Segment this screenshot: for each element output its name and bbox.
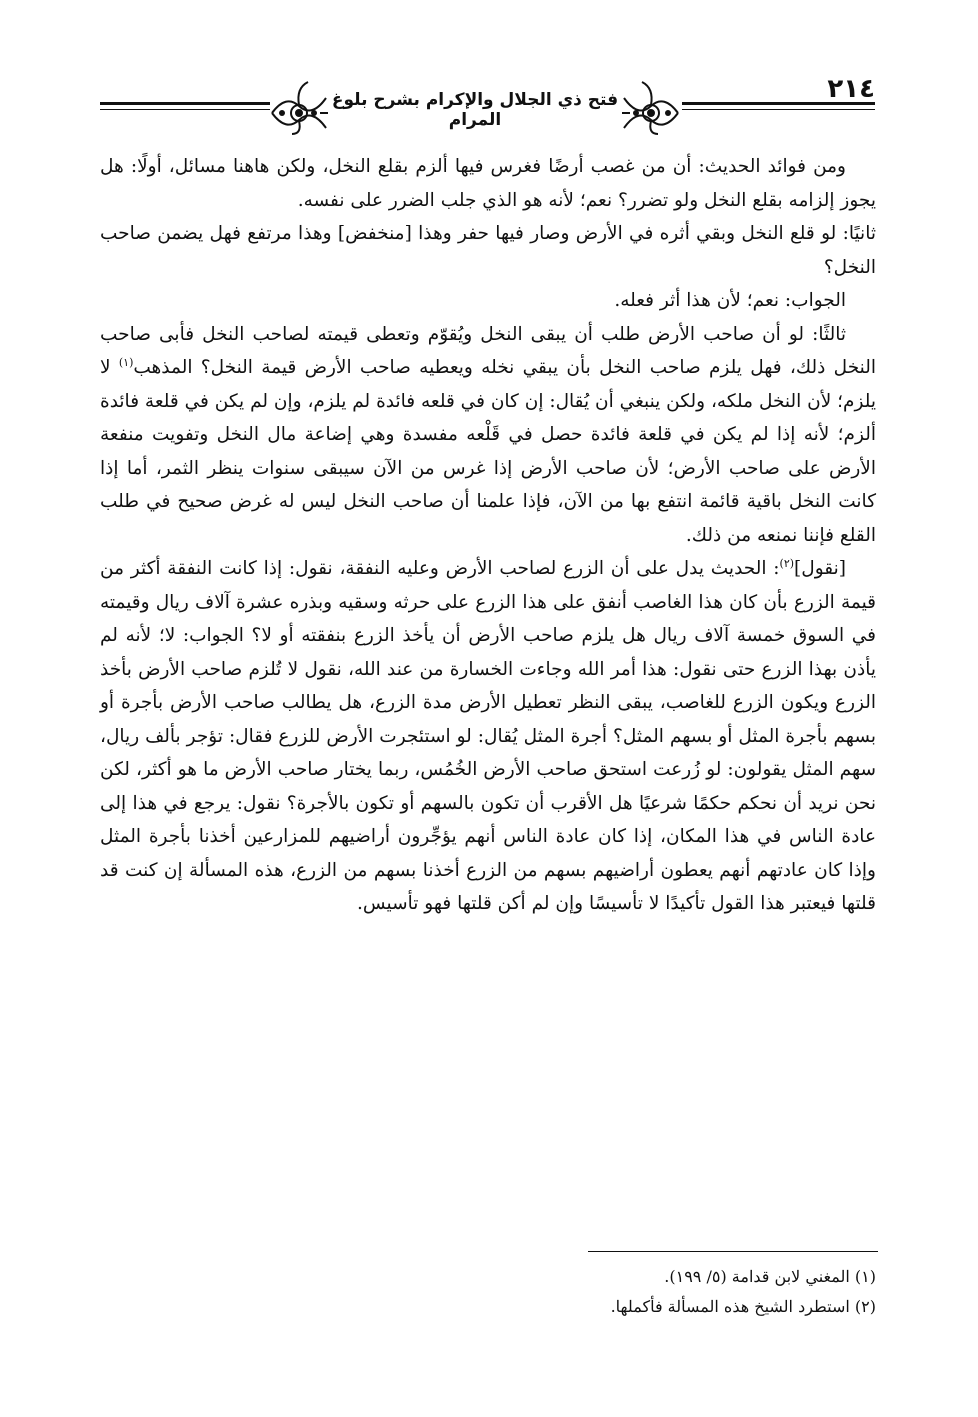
- paragraph-crops-rest: : الحديث يدل على أن الزرع لصاحب الأرض وعليه النفقة، نقول: إذا كانت النفقة أكثر من قيمة الزرع بأن كان هذا الغاصب أنفق على هذا الزرع على حرثه وسقيه وبذره عشرة آلاف ريال وقيمته في السوق خمسة آلاف ريال هل يلزم صاحب الأرض أن يأخذ الزرع بنفقته أو لا؟ الجواب: لا؛ لأنه لم يأذن بهذا الزرع حتى نقول: هذا أمر الله وجاءت الخسارة من عند الله، نقول لا تُلزم صاحب الأرض بأخذ الزرع ويكون الزرع للغاصب، يبقى النظر تعطيل الأرض مدة الزرع، هل يطالب صاحب الأرض بأجرة أو بسهم بأجرة المثل أو بسهم المثل؟ أجرة المثل يُقال: لو استئجرت الأرض للزرع فقال: تؤجر بألف ريال، سهم المثل يقولون: لو زُرعت استحق صاحب الأرض الخُمُس، ربما يختار صاحب الأرض ما هو أكثر، لكن نحن نريد أن نحكم حكمًا شرعيًا هل الأقرب أن تكون بالسهم أو تكون بالأجرة؟ نقول: يرجع في هذا إلى عادة الناس في هذا المكان، إذا كان عادة الناس أنهم يؤجِّرون أراضيهم للمزارعين أخذنا بأجرة المثل وإذا كان عادتهم أنهم يعطون أراضيهم بسهم من الزرع أخذنا بسهم من الزرع، هذه المسألة إن كنت قد قلتها فيعتبر هذا القول تأكيدًا لا تأسيسًا وإن لم أكن قلتها فهو تأسيس.: [100, 558, 876, 914]
- paragraph-second: ثانيًا: لو قلع النخل وبقي أثره في الأرض وصار فيها حفر وهذا [منخفض] وهذا مرتفع فهل يضمن صاحب النخل؟: [100, 223, 876, 278]
- footnotes: [100, 1262, 876, 1322]
- running-title: فتح ذي الجلال والإكرام بشرح بلوغ المرام: [331, 90, 619, 130]
- page-header: [100, 68, 875, 148]
- header-rule-left-thin: [100, 109, 270, 110]
- page-number: ٢١٤: [827, 74, 875, 104]
- paragraph-crops-start: [نقول]: [794, 558, 846, 579]
- paragraph-crops: [100, 552, 876, 921]
- paragraph-third-rest: لا يلزم؛ لأن النخل ملكه، ولكن ينبغي أن يُقال: إن كان في قلعه فائدة لم يلزم، وإن لم يكن في قلعة فائدة ألزم؛ لأنه إذا لم يكن في قلعة فائدة حصل في قَلْعه مفسدة وهي إضاعة مال النخل وتفويت منفعة الأرض على صاحب الأرض؛ لأن صاحب الأرض إذا غرس من الآن سيبقى سنوات ينظر الثمر، أما إذا كانت النخل باقية قائمة انتفع بها من الآن، فإذا علمنا أن صاحب النخل ليس له غرض صحيح في طلب القلع فإننا نمنعه من ذلك.: [100, 357, 876, 546]
- footnote-ref-2[interactable]: (٢): [779, 556, 795, 570]
- paragraph-answer: الجواب: نعم؛ لأن هذا أثر فعله.: [614, 290, 846, 311]
- footnote-ref-1[interactable]: (١): [118, 355, 134, 369]
- paragraph-third: [100, 318, 876, 553]
- footnote-2: (٢) استطرد الشيخ هذه المسألة فأكملها.: [610, 1297, 876, 1316]
- header-rule-left: [100, 102, 270, 105]
- header-rule-right-thin: [682, 109, 875, 110]
- footnote-1: (١) المغني لابن قدامة (٥/ ١٩٩).: [664, 1267, 876, 1286]
- footnote-divider: [588, 1251, 878, 1252]
- paragraph-third-start: ثالثًا: لو أن صاحب الأرض طلب أن يبقى النخل ويُقوّم وتعطى قيمته لصاحب النخل فأبى صاحب النخل ذلك، فهل يلزم صاحب النخل بأن يبقي نخله ويعطيه صاحب الأرض قيمة النخل؟ المذهب: [100, 323, 876, 378]
- left-ornament-icon: [268, 76, 330, 136]
- main-text: [100, 150, 876, 921]
- right-ornament-icon: [620, 76, 682, 136]
- paragraph-benefits: ومن فوائد الحديث: أن من غصب أرضًا فغرس فيها ألزم بقلع النخل، ولكن هاهنا مسائل، أولًا: هل يجوز إلزامه بقلع النخل ولو تضرر؟ نعم؛ لأنه هو الذي جلب الضرر على نفسه.: [100, 156, 876, 211]
